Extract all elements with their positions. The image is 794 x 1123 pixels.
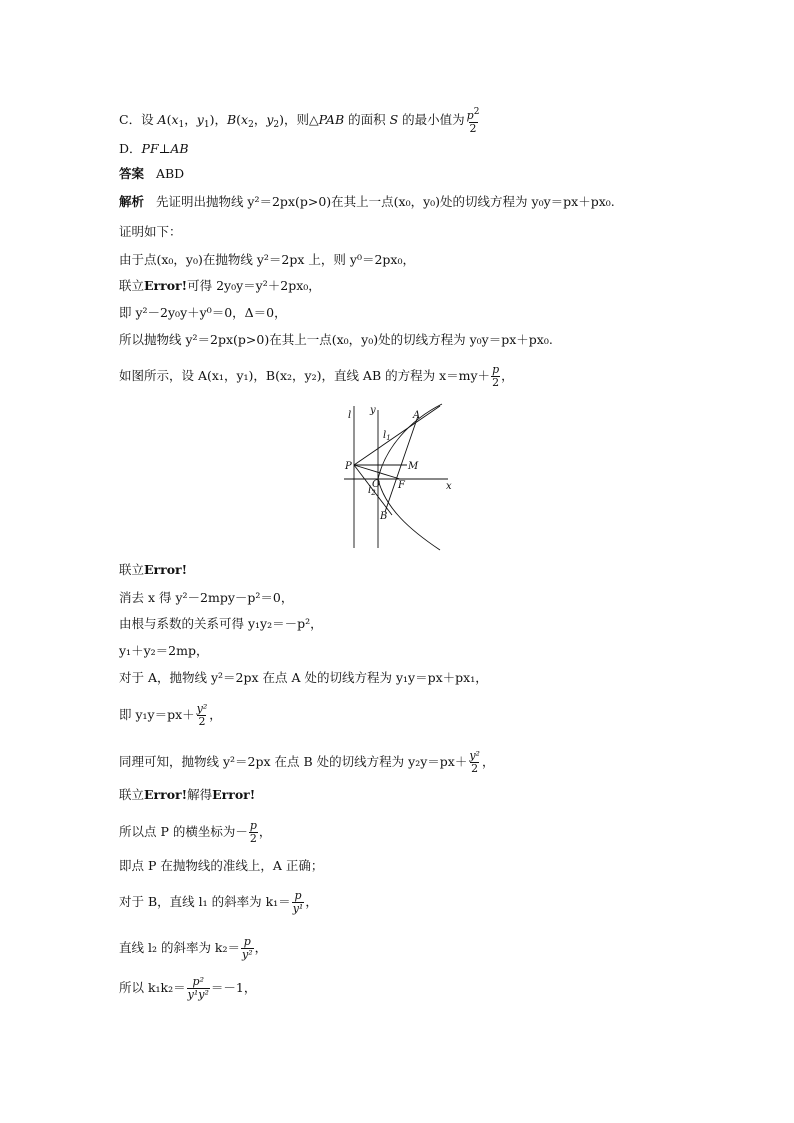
label-y: y xyxy=(370,405,376,416)
text: 由于点(x₀，y₀)在抛物线 y²＝2px 上，则 y⁰＝2px₀， xyxy=(119,252,415,267)
option-c-text: ( xyxy=(236,112,242,127)
option-d-text: PF xyxy=(141,141,159,156)
option-c-text: x xyxy=(171,112,179,127)
proof-heading xyxy=(119,224,182,240)
text: 直线 l₂ 的斜率为 k₂＝ xyxy=(119,940,241,955)
text: 同理可知，抛物线 y²＝2px 在点 B 处的切线方程为 y₂y＝px＋ xyxy=(119,754,468,769)
parabola-figure xyxy=(330,398,460,553)
text-line xyxy=(119,858,323,874)
text: 即点 P 在抛物线的准线上，A 正确； xyxy=(119,858,324,873)
text-line xyxy=(119,616,323,632)
text: ， xyxy=(254,940,268,955)
option-c-text: )，则△ xyxy=(279,112,319,127)
option-c-text: y xyxy=(266,112,274,127)
answer-line xyxy=(119,166,184,182)
text: ， xyxy=(305,894,318,909)
label-F: F xyxy=(398,480,405,491)
error-text: Error! xyxy=(212,787,256,802)
denominator: 2 xyxy=(249,832,257,845)
denominator: 2 xyxy=(471,762,479,775)
option-c-text: S xyxy=(389,112,399,127)
answer-label: 答案 xyxy=(119,166,145,181)
denominator: y² xyxy=(242,948,253,961)
solution-label: 解析 xyxy=(119,194,145,209)
option-d-prefix: D． xyxy=(119,141,142,156)
parabola-curve xyxy=(378,404,442,550)
text: ， xyxy=(481,754,495,769)
fraction xyxy=(491,364,500,389)
error-text: Error! xyxy=(144,787,188,802)
text-line xyxy=(119,787,255,803)
option-c-text: 1 xyxy=(203,120,210,130)
solution-text: 先证明出抛物线 y²＝2px(p>0)在其上一点(x₀，y₀)处的切线方程为 y₀y＝px＋px₀. xyxy=(155,194,615,209)
option-c-text: 2 xyxy=(273,120,280,130)
text-line xyxy=(119,643,208,659)
label-O: O xyxy=(372,479,381,490)
text-line xyxy=(119,364,514,389)
text: 证明如下： xyxy=(119,224,182,239)
text-line xyxy=(119,305,287,321)
text-line xyxy=(119,590,293,606)
numerator: p xyxy=(492,363,500,376)
text-line xyxy=(119,278,321,294)
option-c-text: y xyxy=(196,112,204,127)
option-c-text: 的最小值为 xyxy=(398,112,465,127)
label-x: x xyxy=(446,481,452,492)
text: 即 y₁y＝px＋ xyxy=(119,707,195,722)
text: 对于 A，抛物线 y²＝2px 在点 A 处的切线方程为 y₁y＝px＋px₁， xyxy=(119,670,488,685)
num-text: p xyxy=(466,109,474,122)
error-text: Error! xyxy=(144,278,188,293)
text: 如图所示，设 A(x₁，y₁)，B(x₂，y₂)，直线 AB 的方程为 x＝my＋ xyxy=(119,368,491,383)
label-l1: $l_1$ xyxy=(383,430,391,442)
fraction xyxy=(249,820,258,845)
denominator: y¹ xyxy=(292,902,304,915)
label-M: M xyxy=(408,461,419,472)
text: 可得 2y₀y＝y²＋2px₀， xyxy=(187,278,321,293)
option-c-text: ， xyxy=(253,112,267,127)
fraction xyxy=(196,703,209,728)
fraction xyxy=(292,890,305,915)
num-sup: 2 xyxy=(473,107,480,117)
option-c-text: A xyxy=(157,112,167,127)
option-c-text: x xyxy=(241,112,249,127)
text: ， xyxy=(501,368,514,383)
option-d-text: AB xyxy=(170,141,189,156)
numerator: y² xyxy=(469,749,480,762)
text-line xyxy=(119,562,187,578)
text-line xyxy=(119,936,267,961)
error-text: Error! xyxy=(144,562,188,577)
denominator: 2 xyxy=(469,122,477,135)
option-c-text: 2 xyxy=(248,120,254,130)
numerator: y² xyxy=(196,702,208,715)
text: 对于 B，直线 l₁ 的斜率为 k₁＝ xyxy=(119,894,291,909)
label-P: P xyxy=(345,461,352,472)
denominator: 2 xyxy=(492,376,500,389)
fraction xyxy=(466,106,481,135)
text: 由根与系数的关系可得 y₁y₂＝－p²， xyxy=(119,616,323,631)
fraction xyxy=(241,936,254,961)
text: 即 y²－2y₀y＋y⁰＝0，Δ＝0， xyxy=(119,305,287,320)
text: y₁＋y₂＝2mp， xyxy=(119,643,209,658)
numerator xyxy=(466,106,481,122)
text-line xyxy=(119,332,553,348)
text-line xyxy=(119,252,415,268)
numerator: p² xyxy=(192,975,204,988)
option-d xyxy=(119,141,189,157)
fraction xyxy=(187,976,210,1001)
text: 所以 k₁k₂＝ xyxy=(119,980,186,995)
segment-PF xyxy=(354,465,400,479)
label-l2: $l_2$ xyxy=(368,485,376,497)
text: ， xyxy=(258,824,272,839)
text-line xyxy=(119,750,494,775)
option-c-text: )， xyxy=(209,112,227,127)
text: 解得 xyxy=(187,787,213,802)
text-line xyxy=(119,976,256,1001)
option-c-text: PAB xyxy=(318,112,345,127)
option-c-text: ， xyxy=(184,112,197,127)
numerator: p xyxy=(249,819,257,832)
text: 所以点 P 的横坐标为－ xyxy=(119,824,248,839)
text-line xyxy=(119,703,222,728)
solution-intro xyxy=(119,194,615,210)
text: ＝－1， xyxy=(210,980,257,995)
text-line xyxy=(119,890,318,915)
text: 所以抛物线 y²＝2px(p>0)在其上一点(x₀，y₀)处的切线方程为 y₀y＝px＋px₀. xyxy=(119,332,553,347)
text: 联立 xyxy=(119,278,145,293)
option-c-prefix: C．设 xyxy=(119,112,158,127)
tangent-l1 xyxy=(354,406,440,465)
text-line xyxy=(119,670,488,686)
text: 联立 xyxy=(119,562,145,577)
denominator: 2 xyxy=(198,715,206,728)
option-c-text: B xyxy=(226,112,237,127)
label-B: B xyxy=(380,511,388,522)
option-c-text: 的面积 xyxy=(344,112,390,127)
label-l: l xyxy=(348,410,352,421)
option-c-text: ( xyxy=(166,112,172,127)
option-c-text: 1 xyxy=(178,120,185,130)
text: 联立 xyxy=(119,787,145,802)
option-d-text: ⊥ xyxy=(158,141,171,156)
numerator: p xyxy=(294,889,302,902)
answer-value: ABD xyxy=(155,166,185,181)
numerator: p xyxy=(243,935,251,948)
option-c xyxy=(119,106,481,135)
denominator: y¹y² xyxy=(187,988,209,1001)
text-line xyxy=(119,820,271,845)
text: 消去 x 得 y²－2mpy－p²＝0， xyxy=(119,590,294,605)
text: ， xyxy=(209,707,222,722)
label-A: A xyxy=(413,410,421,421)
fraction xyxy=(468,750,481,775)
